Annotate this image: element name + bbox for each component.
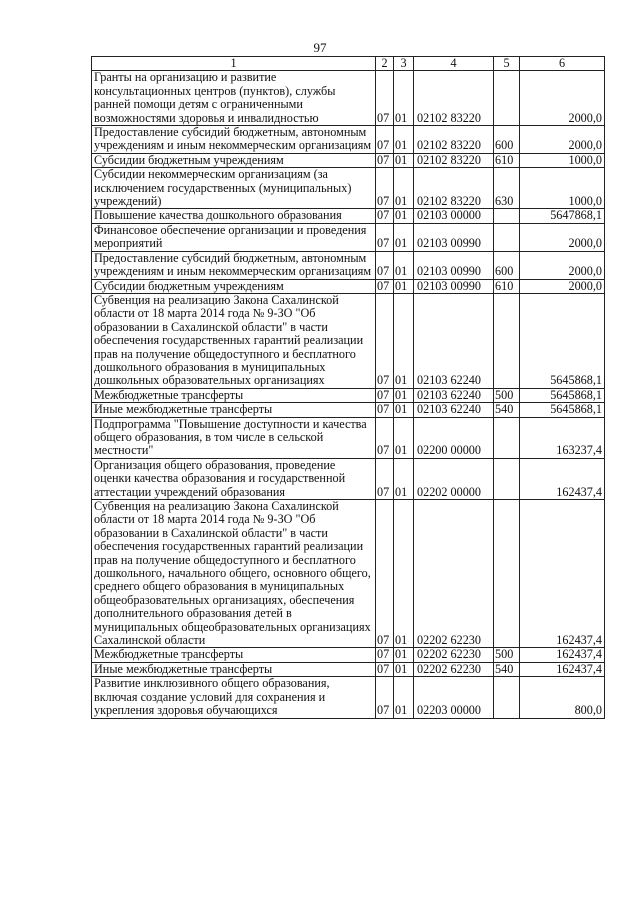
table-header-row <box>92 57 605 71</box>
target-article-cell: 02202 62230 <box>414 648 494 662</box>
row-name-cell: Субвенция на реализацию Закона Сахалинской области от 18 марта 2014 года № 9-ЗО "Об образовании в Сахалинской области" в части обеспечения государственных гарантий реализации прав на получение общедоступного и бесплатного дошкольного образования в муниципальных дошкольных образовательных организациях <box>92 293 376 388</box>
table-row <box>92 168 605 209</box>
row-name-cell: Субсидии бюджетным учреждениям <box>92 279 376 293</box>
expense-type-cell: 610 <box>494 279 520 293</box>
target-article-cell: 02202 00000 <box>414 458 494 499</box>
subsection-cell: 01 <box>394 662 414 676</box>
subsection-cell: 01 <box>394 403 414 417</box>
amount-cell: 162437,4 <box>520 500 605 648</box>
row-name-cell: Субвенция на реализацию Закона Сахалинской области от 18 марта 2014 года № 9-ЗО "Об образовании в Сахалинской области" в части обеспечения государственных гарантий реализации прав на получение общедоступного и бесплатного дошкольного, начального общего, основного общего, среднего общего образования в муниципальных общеобразовательных организациях, обеспечения дополнительного образования детей в муниципальных общеобразовательных организациях Сахалинской области <box>92 500 376 648</box>
column-header: 5 <box>494 57 520 71</box>
section-cell: 07 <box>376 500 394 648</box>
target-article-cell: 02103 62240 <box>414 403 494 417</box>
subsection-cell: 01 <box>394 417 414 458</box>
target-article-cell: 02103 00990 <box>414 223 494 251</box>
subsection-cell: 01 <box>394 388 414 402</box>
table-row <box>92 403 605 417</box>
row-name-cell: Субсидии бюджетным учреждениям <box>92 153 376 167</box>
expense-type-cell: 600 <box>494 126 520 154</box>
subsection-cell: 01 <box>394 279 414 293</box>
section-cell: 07 <box>376 71 394 126</box>
row-name-cell: Межбюджетные трансферты <box>92 388 376 402</box>
amount-cell: 5645868,1 <box>520 388 605 402</box>
row-name-cell: Иные межбюджетные трансферты <box>92 403 376 417</box>
subsection-cell: 01 <box>394 648 414 662</box>
column-header: 3 <box>394 57 414 71</box>
amount-cell: 1000,0 <box>520 153 605 167</box>
subsection-cell: 01 <box>394 677 414 718</box>
expense-type-cell: 500 <box>494 648 520 662</box>
table-row <box>92 71 605 126</box>
expense-type-cell <box>494 71 520 126</box>
target-article-cell: 02102 83220 <box>414 126 494 154</box>
table-row <box>92 251 605 279</box>
row-name-cell: Предоставление субсидий бюджетным, автономным учреждениям и иным некоммерческим организациям <box>92 126 376 154</box>
amount-cell: 162437,4 <box>520 458 605 499</box>
table-row <box>92 293 605 388</box>
table-row <box>92 662 605 676</box>
subsection-cell: 01 <box>394 223 414 251</box>
column-header: 4 <box>414 57 494 71</box>
expense-type-cell: 540 <box>494 403 520 417</box>
row-name-cell: Подпрограмма "Повышение доступности и качества общего образования, в том числе в сельской местности" <box>92 417 376 458</box>
amount-cell: 162437,4 <box>520 662 605 676</box>
target-article-cell: 02103 00990 <box>414 251 494 279</box>
expense-type-cell <box>494 223 520 251</box>
page-number: 97 <box>313 40 327 55</box>
row-name-cell: Финансовое обеспечение организации и проведения мероприятий <box>92 223 376 251</box>
section-cell: 07 <box>376 223 394 251</box>
amount-cell: 800,0 <box>520 677 605 718</box>
expense-type-cell <box>494 417 520 458</box>
column-header: 2 <box>376 57 394 71</box>
section-cell: 07 <box>376 279 394 293</box>
target-article-cell: 02102 83220 <box>414 71 494 126</box>
expense-type-cell: 600 <box>494 251 520 279</box>
subsection-cell: 01 <box>394 293 414 388</box>
expense-type-cell <box>494 209 520 223</box>
table-row <box>92 279 605 293</box>
column-header: 6 <box>520 57 605 71</box>
row-name-cell: Развитие инклюзивного общего образования, включая создание условий для сохранения и укрепления здоровья обучающихся <box>92 677 376 718</box>
section-cell: 07 <box>376 168 394 209</box>
amount-cell: 2000,0 <box>520 223 605 251</box>
section-cell: 07 <box>376 153 394 167</box>
expense-type-cell: 540 <box>494 662 520 676</box>
section-cell: 07 <box>376 662 394 676</box>
table-row <box>92 209 605 223</box>
amount-cell: 2000,0 <box>520 279 605 293</box>
amount-cell: 5647868,1 <box>520 209 605 223</box>
section-cell: 07 <box>376 403 394 417</box>
subsection-cell: 01 <box>394 153 414 167</box>
table-row <box>92 648 605 662</box>
section-cell: 07 <box>376 293 394 388</box>
target-article-cell: 02103 00990 <box>414 279 494 293</box>
subsection-cell: 01 <box>394 209 414 223</box>
section-cell: 07 <box>376 251 394 279</box>
section-cell: 07 <box>376 458 394 499</box>
table-row <box>92 500 605 648</box>
table-row <box>92 388 605 402</box>
subsection-cell: 01 <box>394 251 414 279</box>
table-row <box>92 126 605 154</box>
subsection-cell: 01 <box>394 71 414 126</box>
row-name-cell: Субсидии некоммерческим организациям (за исключением государственных (муниципальных) учреждений) <box>92 168 376 209</box>
amount-cell: 162437,4 <box>520 648 605 662</box>
amount-cell: 2000,0 <box>520 126 605 154</box>
row-name-cell: Организация общего образования, проведение оценки качества образования и государственной аттестации учреждений образования <box>92 458 376 499</box>
column-header: 1 <box>92 57 376 71</box>
section-cell: 07 <box>376 677 394 718</box>
amount-cell: 5645868,1 <box>520 293 605 388</box>
amount-cell: 163237,4 <box>520 417 605 458</box>
amount-cell: 2000,0 <box>520 71 605 126</box>
amount-cell: 5645868,1 <box>520 403 605 417</box>
section-cell: 07 <box>376 209 394 223</box>
expense-type-cell <box>494 677 520 718</box>
row-name-cell: Предоставление субсидий бюджетным, автономным учреждениям и иным некоммерческим организациям <box>92 251 376 279</box>
budget-table <box>91 56 605 719</box>
table-row <box>92 677 605 718</box>
table-row <box>92 417 605 458</box>
expense-type-cell: 630 <box>494 168 520 209</box>
target-article-cell: 02200 00000 <box>414 417 494 458</box>
section-cell: 07 <box>376 417 394 458</box>
row-name-cell: Межбюджетные трансферты <box>92 648 376 662</box>
subsection-cell: 01 <box>394 500 414 648</box>
expense-type-cell: 610 <box>494 153 520 167</box>
subsection-cell: 01 <box>394 168 414 209</box>
section-cell: 07 <box>376 388 394 402</box>
expense-type-cell: 500 <box>494 388 520 402</box>
target-article-cell: 02202 62230 <box>414 500 494 648</box>
subsection-cell: 01 <box>394 126 414 154</box>
table-row <box>92 153 605 167</box>
row-name-cell: Иные межбюджетные трансферты <box>92 662 376 676</box>
target-article-cell: 02203 00000 <box>414 677 494 718</box>
target-article-cell: 02102 83220 <box>414 168 494 209</box>
table-row <box>92 223 605 251</box>
expense-type-cell <box>494 500 520 648</box>
table-row <box>92 458 605 499</box>
target-article-cell: 02103 00000 <box>414 209 494 223</box>
subsection-cell: 01 <box>394 458 414 499</box>
expense-type-cell <box>494 458 520 499</box>
amount-cell: 1000,0 <box>520 168 605 209</box>
target-article-cell: 02103 62240 <box>414 388 494 402</box>
amount-cell: 2000,0 <box>520 251 605 279</box>
section-cell: 07 <box>376 126 394 154</box>
row-name-cell: Гранты на организацию и развитие консультационных центров (пунктов), службы ранней помощи детям с ограниченными возможностями здоровья и инвалидностью <box>92 71 376 126</box>
section-cell: 07 <box>376 648 394 662</box>
target-article-cell: 02202 62230 <box>414 662 494 676</box>
expense-type-cell <box>494 293 520 388</box>
target-article-cell: 02102 83220 <box>414 153 494 167</box>
target-article-cell: 02103 62240 <box>414 293 494 388</box>
row-name-cell: Повышение качества дошкольного образования <box>92 209 376 223</box>
